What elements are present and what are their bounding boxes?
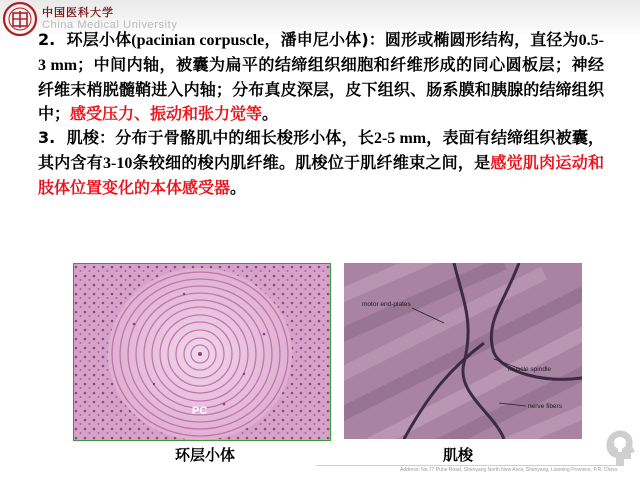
pc-label: PC — [192, 405, 208, 417]
slide-body — [38, 28, 604, 200]
text-segment: 条较细的梭内肌纤维。肌梭位于肌纤维束之间，是 — [132, 153, 491, 172]
highlight-text: 感觉肌肉运动和肢体位置变化的本体感受器 — [38, 153, 604, 197]
highlight-text: 感受压力、振动和张力觉等 — [70, 104, 263, 123]
text-segment: ，潘申尼小体)：圆形或椭圆形结构，直径为 — [264, 30, 579, 49]
item-pacinian-corpuscle — [38, 28, 604, 126]
text-segment: 肌梭：分布于骨骼肌中的细长梭形小体，长 — [66, 128, 374, 147]
item-number: 3. — [38, 128, 56, 147]
spindle-micrograph — [344, 263, 582, 439]
head-lightbulb-icon — [602, 428, 636, 468]
pacinian-corpuscle-image — [73, 263, 331, 441]
text-segment: ，表面有结缔组织被囊，其内含有 — [38, 128, 604, 172]
footer-address: Address: No.77 Puhe Road, Shenyang North New Area, Shenyang, Liaoning Province, P.R. China — [400, 467, 617, 473]
text-segment: 环层小体 — [66, 30, 132, 49]
logo-chinese-text: 中国医科大学 — [42, 6, 114, 19]
muscle-spindle-label: muscle spindle — [508, 366, 551, 373]
nerve-fibers-label: nerve fibers — [528, 403, 562, 410]
text-segment: 。 — [230, 178, 247, 197]
muscle-spindle-image — [344, 263, 582, 439]
university-emblem-icon — [2, 1, 38, 37]
text-segment: 0.5-3 mm — [38, 32, 604, 74]
logo-english-text: China Medical University — [42, 19, 178, 31]
item-number: 2. — [38, 30, 56, 49]
text-segment: (pacinian corpuscle — [131, 32, 265, 49]
motor-end-plates-label: motor end-plates — [362, 301, 411, 308]
text-segment: ；中间内轴，被囊为扁平的结缔组织细胞和纤维形成的同心圆板层；神经纤维末梢脱髓鞘进入内轴；分布真皮深层，皮下组织、肠系膜和胰腺的结缔组织中； — [38, 55, 604, 123]
pacinian-caption: 环层小体 — [175, 446, 236, 464]
spindle-caption: 肌梭 — [443, 446, 474, 464]
text-segment: 。 — [262, 104, 279, 123]
item-muscle-spindle — [38, 126, 604, 200]
text-segment: 2-5 mm — [373, 130, 427, 147]
text-segment: 3-10 — [103, 155, 133, 172]
pacinian-micrograph — [74, 264, 330, 440]
footer-divider — [316, 465, 616, 466]
